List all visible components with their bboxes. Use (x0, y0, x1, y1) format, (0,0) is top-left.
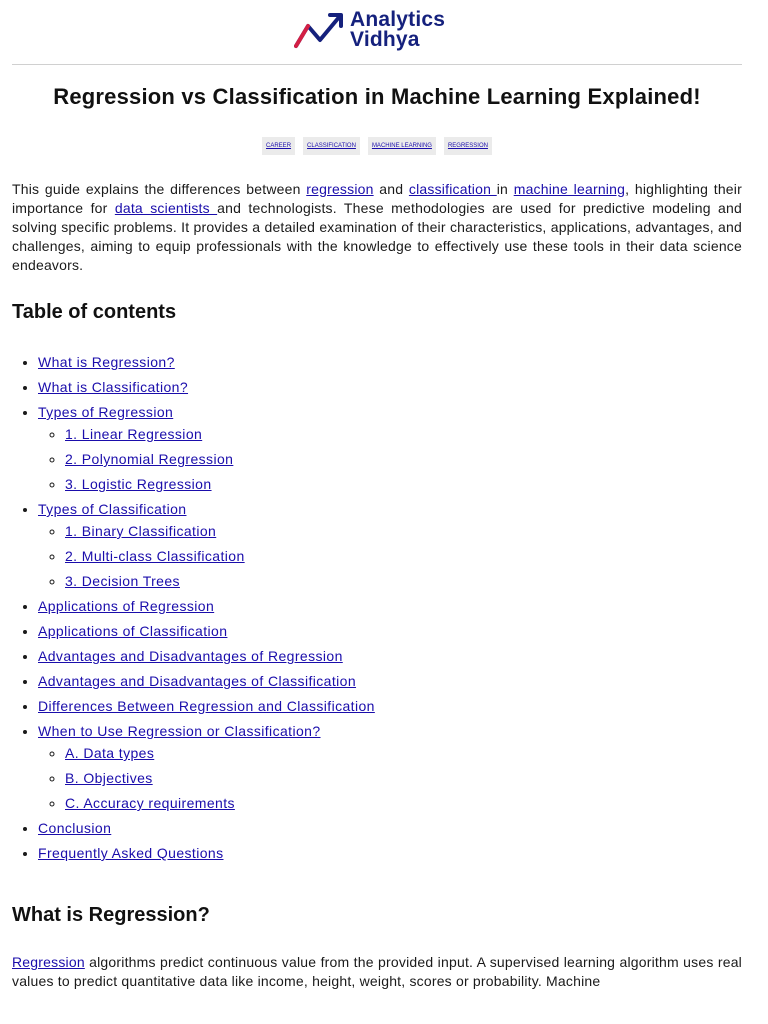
toc-sublist (38, 522, 375, 591)
tag-list (12, 137, 742, 155)
toc-link-data-types[interactable]: A. Data types (65, 745, 155, 761)
section-heading: What is Regression? (12, 904, 210, 926)
toc-link-what-is-regression[interactable]: What is Regression? (38, 354, 175, 370)
logo-wordmark (350, 10, 445, 50)
toc-subitem (65, 794, 375, 813)
intro-paragraph (12, 180, 742, 275)
toc-item (38, 597, 375, 616)
toc-link-conclusion[interactable]: Conclusion (38, 820, 112, 836)
toc-link-objectives[interactable]: B. Objectives (65, 770, 153, 786)
toc-subitem (65, 769, 375, 788)
toc-link-adv-disadv-regression[interactable]: Advantages and Disadvantages of Regression (38, 648, 343, 664)
toc-item (38, 500, 375, 591)
toc-link-multi-class-classification[interactable]: 2. Multi-class Classification (65, 548, 245, 564)
toc-item (38, 819, 375, 838)
toc-item (38, 353, 375, 372)
logo-line-2: Vidhya (350, 28, 420, 51)
article-title: Regression vs Classification in Machine Learning Explained! (53, 84, 701, 109)
link-data-scientists[interactable]: data scientists (114, 200, 218, 216)
table-of-contents (12, 353, 375, 869)
intro-text-3: in (496, 181, 514, 197)
link-classification[interactable]: classification (408, 181, 497, 197)
intro-text-4: , highlighting their importance for (12, 181, 742, 216)
toc-subitem (65, 450, 375, 469)
toc-item (38, 697, 375, 716)
toc-link-types-of-regression[interactable]: Types of Regression (38, 404, 174, 420)
toc-link-decision-trees[interactable]: 3. Decision Trees (65, 573, 180, 589)
toc-subitem (65, 547, 375, 566)
intro-text-5: and technologists. These methodologies are used for predictive modeling and solving specific problems. It provides a detailed examination of their characteristics, applications, advantages, and challenges, aiming to equip professionals with the knowledge to effectively use these tools in their data science endeavors. (12, 200, 742, 273)
toc-link-binary-classification[interactable]: 1. Binary Classification (65, 523, 217, 539)
trend-arrow-icon (294, 10, 346, 50)
intro-text-2: and (373, 181, 409, 197)
toc-link-faq[interactable]: Frequently Asked Questions (38, 845, 224, 861)
toc-link-polynomial-regression[interactable]: 2. Polynomial Regression (65, 451, 234, 467)
section-paragraph-text: algorithms predict continuous value from the provided input. A supervised learning algorithm uses real values to predict quantitative data like income, height, weight, scores or probability. Machine (12, 954, 742, 989)
toc-subitem (65, 522, 375, 541)
intro-text-1: This guide explains the differences between (12, 181, 307, 197)
toc-link-what-is-classification[interactable]: What is Classification? (38, 379, 189, 395)
logo-line-1: Analytics (350, 8, 446, 31)
toc-item (38, 647, 375, 666)
toc-link-applications-of-classification[interactable]: Applications of Classification (38, 623, 228, 639)
link-regression[interactable]: regression (306, 181, 374, 197)
toc-item (38, 672, 375, 691)
toc-subitem (65, 425, 375, 444)
toc-item (38, 622, 375, 641)
toc-link-adv-disadv-classification[interactable]: Advantages and Disadvantages of Classification (38, 673, 357, 689)
toc-subitem (65, 475, 375, 494)
toc-link-differences[interactable]: Differences Between Regression and Classification (38, 698, 375, 714)
section-paragraph (12, 953, 742, 991)
toc-link-types-of-classification[interactable]: Types of Classification (38, 501, 187, 517)
toc-heading: Table of contents (12, 301, 177, 323)
toc-link-logistic-regression[interactable]: 3. Logistic Regression (65, 476, 212, 492)
toc-sublist (38, 425, 375, 494)
toc-link-when-to-use[interactable]: When to Use Regression or Classification? (38, 723, 321, 739)
toc-link-applications-of-regression[interactable]: Applications of Regression (38, 598, 215, 614)
toc-link-linear-regression[interactable]: 1. Linear Regression (65, 426, 203, 442)
toc-item (38, 378, 375, 397)
tag-career[interactable]: CAREER (262, 137, 295, 155)
toc-subitem (65, 572, 375, 591)
toc-sublist (38, 744, 375, 813)
analytics-vidhya-logo[interactable] (294, 10, 445, 50)
tag-classification[interactable]: CLASSIFICATION (303, 137, 360, 155)
toc-item (38, 403, 375, 494)
toc-item (38, 844, 375, 863)
link-machine-learning[interactable]: machine learning (513, 181, 626, 197)
tag-regression[interactable]: REGRESSION (444, 137, 492, 155)
link-regression-section[interactable]: Regression (12, 954, 85, 970)
site-header (12, 0, 742, 65)
toc-item (38, 722, 375, 813)
toc-link-accuracy-requirements[interactable]: C. Accuracy requirements (65, 795, 235, 811)
toc-subitem (65, 744, 375, 763)
tag-machine-learning[interactable]: MACHINE LEARNING (368, 137, 436, 155)
